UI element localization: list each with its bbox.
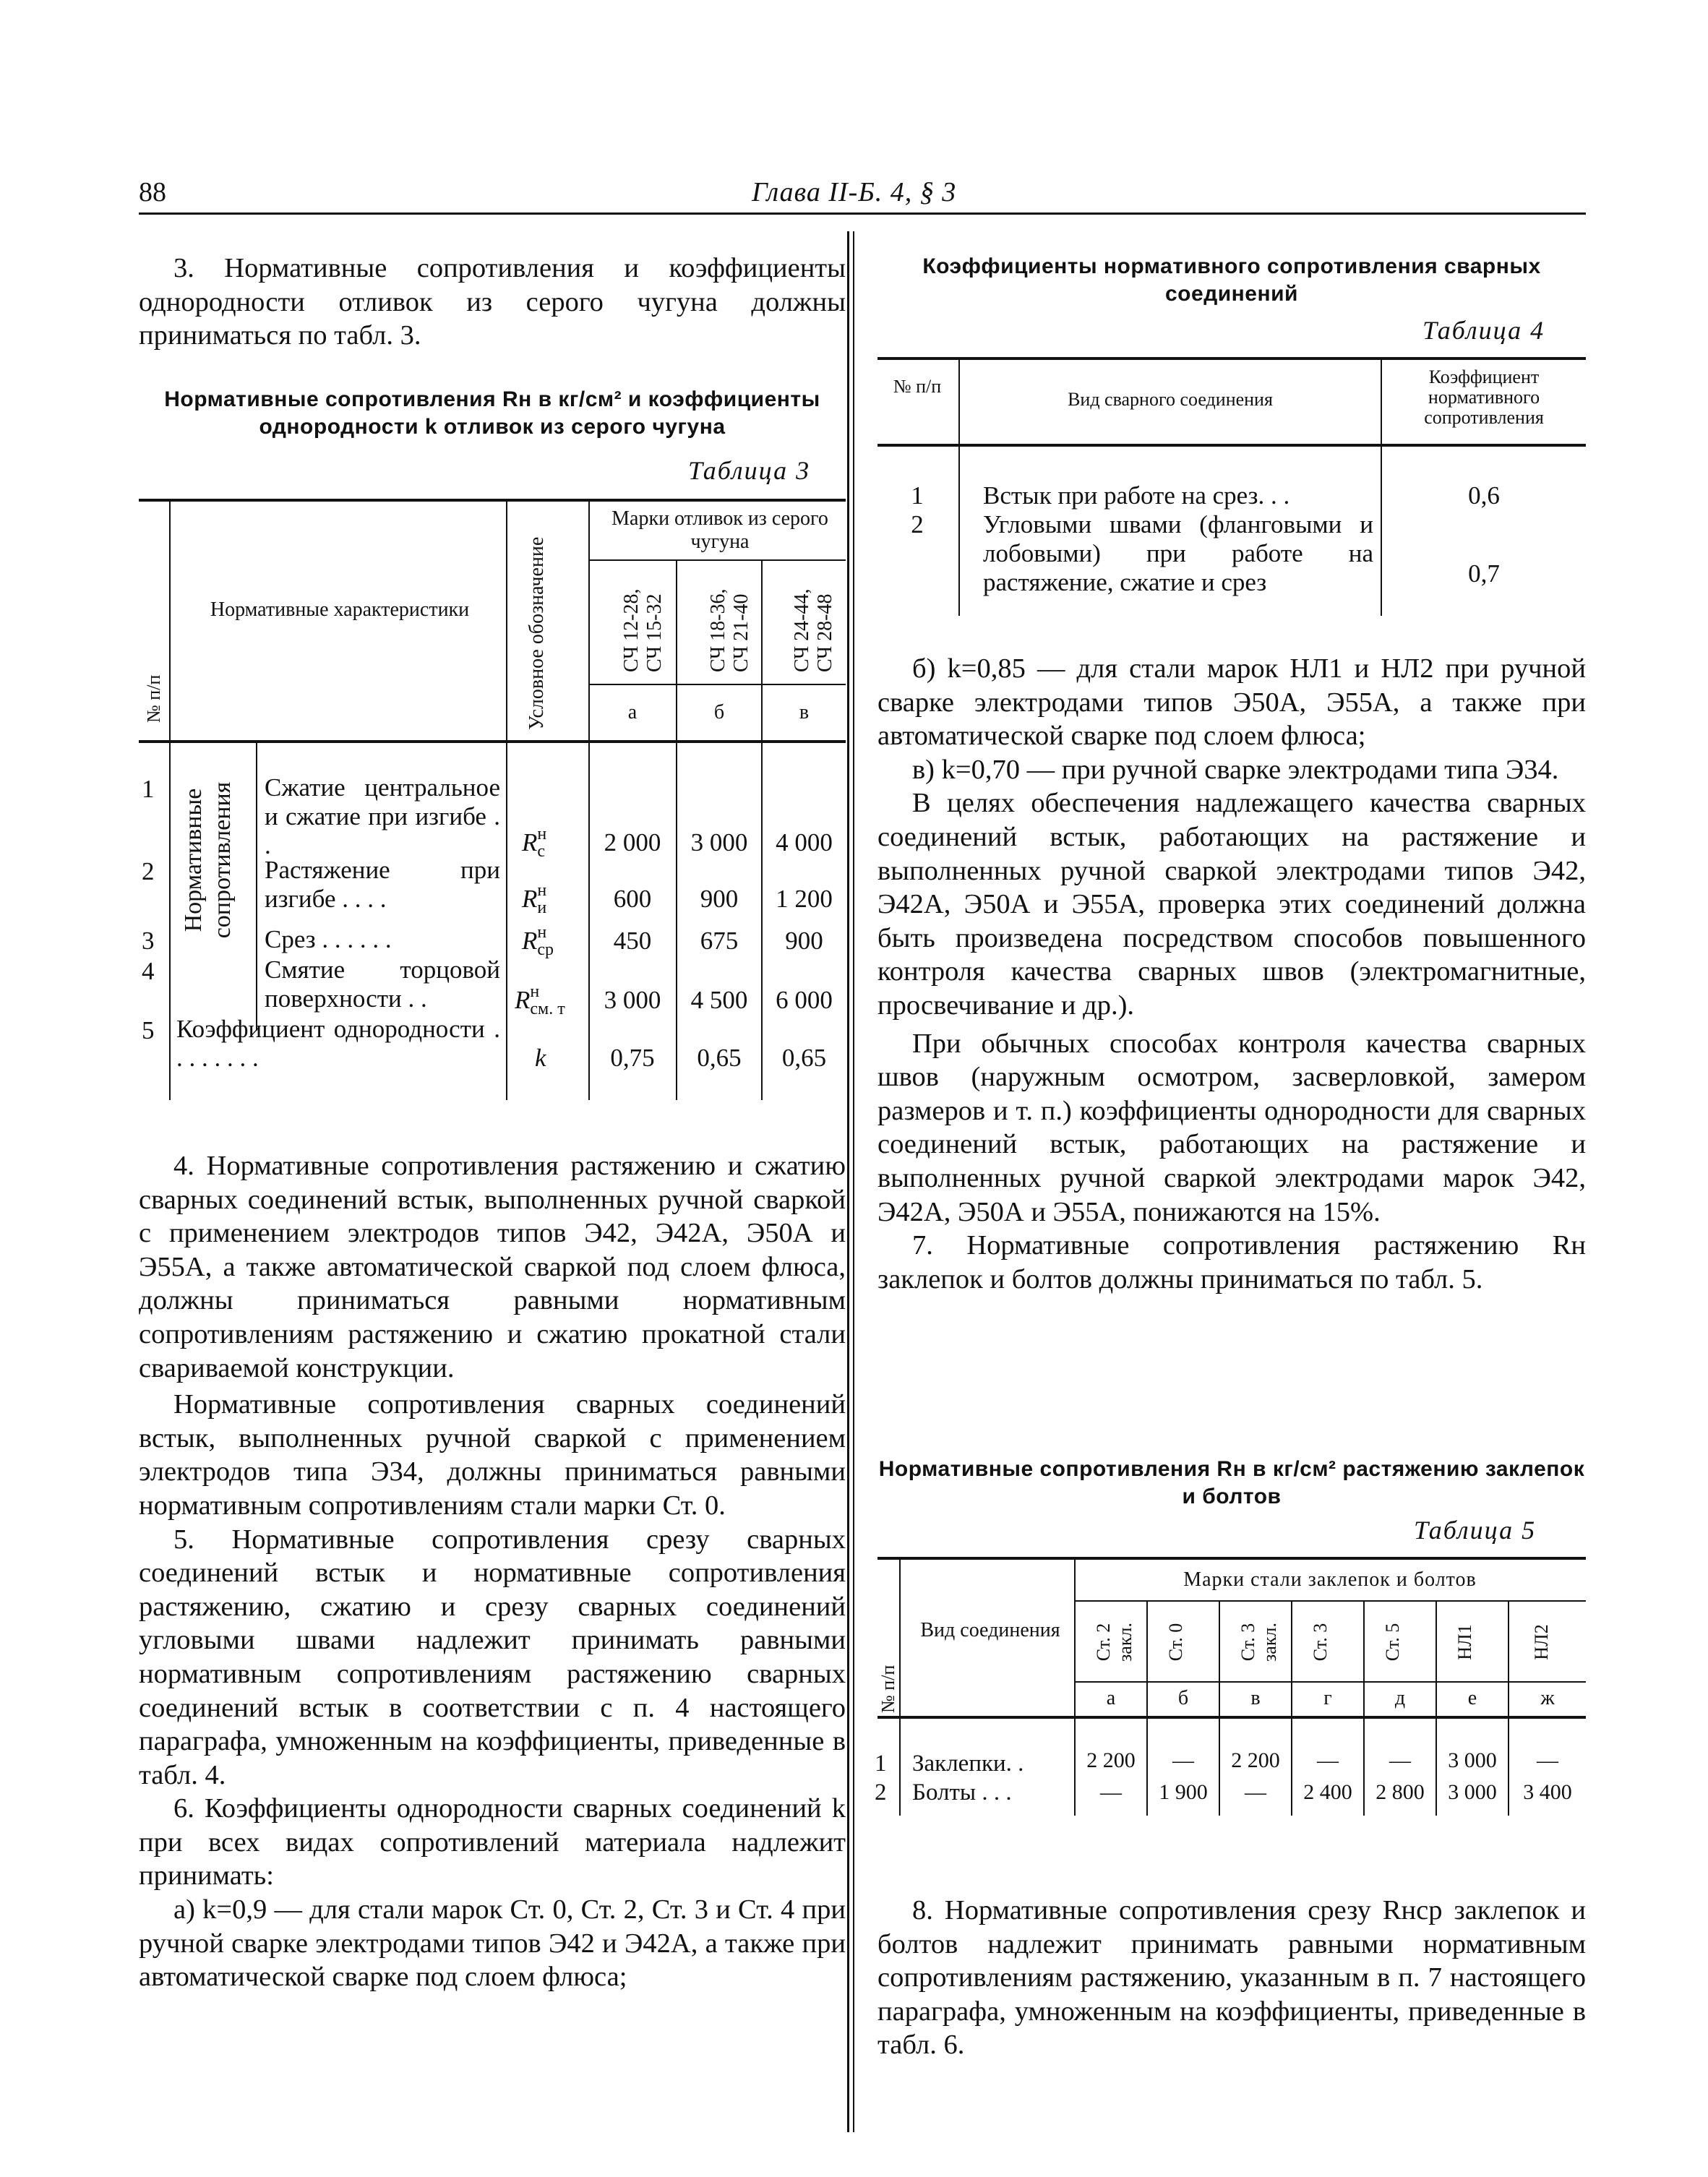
t3-cell: 900 bbox=[785, 927, 823, 955]
t4-row-val: 0,7 bbox=[1468, 559, 1500, 588]
t5-cell: 2 200 bbox=[1231, 1748, 1280, 1772]
t5-cell: 3 000 bbox=[1448, 1780, 1497, 1804]
header-rule bbox=[139, 212, 1586, 215]
t3-header-b: б bbox=[713, 701, 725, 723]
table-3-title: Нормативные сопротивления Rн в кг/см² и коэффициенты однородности k отливок из серого чугуна bbox=[164, 387, 820, 439]
t3-symbol: k bbox=[535, 1044, 546, 1072]
t5-col-letter: б bbox=[1177, 1687, 1189, 1709]
paragraph-5: 5. Нормативные сопротивления срезу сварных соединений встык и нормативные сопротивления растяжению, сжатию и срезу сварных соединений угловыми швами надлежит принимать равными нормативным сопротивлениям растяжению сварных соединений встык в соответствии с п. 4 настоящего параграфа, умноженным на коэффициенты, приведенные в табл. 4. bbox=[139, 1524, 846, 1790]
paragraph-quality-1: В целях обеспечения надлежащего качества сварных соединений встык, работающих на растяжение и выполненных ручной сваркой электродами типов Э42, Э42А, Э50А и Э55А, проверка этих соединений должна быть произведена посредством способов повышенного контроля качества сварных швов (электромагнитные, просвечивание и др.). bbox=[877, 788, 1586, 1021]
t5-cell: 3 000 bbox=[1448, 1748, 1497, 1772]
paragraph-6a: а) k=0,9 — для стали марок Ст. 0, Ст. 2, Ст. 3 и Ст. 4 при ручной сварке электродами типов Э42 и Э42А, а также при автоматической сварке под слоем флюса; bbox=[139, 1894, 846, 1993]
t5-cell: — bbox=[1537, 1748, 1558, 1772]
t5-col-letter: д bbox=[1394, 1687, 1406, 1709]
page-number: 88 bbox=[139, 177, 166, 207]
t3-cell: 450 bbox=[613, 927, 652, 955]
t4-row-text: Встык при работе на срез. . . bbox=[983, 481, 1290, 510]
t5-col-name: Ст. 2 закл. bbox=[1093, 1623, 1136, 1662]
t5-col-letter: ж bbox=[1540, 1687, 1555, 1709]
t3-group-label: Нормативные сопротивления bbox=[180, 781, 236, 939]
t5-col-letter: а bbox=[1106, 1687, 1116, 1709]
t5-cell: 1 900 bbox=[1159, 1780, 1208, 1804]
paragraph-quality-2: При обычных способах контроля качества сварных швов (наружным осмотром, засверловкой, замером размеров и т. п.) коэффициенты однородности для сварных соединений встык, работающих на растяжение и выполненных ручной сваркой электродами марок Э42, Э42А, Э50А и Э55А, понижаются на 15%. bbox=[877, 1028, 1586, 1227]
t5-row-name: Заклепки. . bbox=[912, 1751, 1024, 1777]
t3-header-col2: СЧ 18-36, СЧ 21-40 bbox=[707, 588, 752, 672]
paragraph-4a: 4. Нормативные сопротивления растяжению и сжатию сварных соединений встык, выполненных ручной сваркой с применением электродов типов Э42, Э42А, Э50А и Э55А, а также автоматической сваркой под слоем флюса, должны приниматься равными нормативным сопротивлениям растяжению и сжатию прокатной стали свариваемой конструкции. bbox=[139, 1151, 846, 1383]
column-divider bbox=[847, 231, 849, 2132]
t3-cell: 0,65 bbox=[781, 1044, 827, 1072]
t5-header-kind: Вид соединения bbox=[920, 1619, 1060, 1641]
t4-header-kind: Вид сварного соединения bbox=[1068, 389, 1273, 410]
column-divider-2 bbox=[853, 231, 854, 2132]
paragraph-6v: в) k=0,70 — при ручной сварке электродами типа Э34. bbox=[912, 754, 1559, 785]
t3-row-name: Растяжение при изгибе . . . . bbox=[265, 856, 500, 913]
t3-header-symbol: Условное обозначение bbox=[525, 536, 548, 730]
t5-row-num: 2 bbox=[875, 1779, 887, 1805]
t3-cell: 2 000 bbox=[604, 828, 661, 856]
t3-row-num: 1 bbox=[142, 775, 155, 803]
t4-header-num: № п/п bbox=[893, 376, 942, 397]
t3-cell: 0,75 bbox=[610, 1044, 655, 1072]
t3-row-num: 4 bbox=[142, 957, 155, 985]
t5-row-name: Болты . . . bbox=[912, 1779, 1012, 1805]
t3-symbol: R н $_и$ bbox=[522, 881, 547, 917]
t4-header-coef: Коэффициент нормативного сопротивления bbox=[1424, 366, 1544, 428]
paragraph-3: 3. Нормативные сопротивления и коэффициенты однородности отливок из серого чугуна должны приниматься по табл. 3. bbox=[139, 253, 846, 351]
t5-col-name: НЛ1 bbox=[1454, 1624, 1475, 1660]
t3-cell: 900 bbox=[700, 885, 739, 913]
t5-cell: 2 200 bbox=[1086, 1748, 1136, 1772]
t3-header-col1: СЧ 12-28, СЧ 15-32 bbox=[620, 588, 666, 672]
t3-symbol: R н $_{см. т}$ bbox=[515, 982, 565, 1018]
table-4-title: Коэффициенты нормативного сопротивления сварных соединений bbox=[922, 254, 1541, 306]
t3-cell: 4 000 bbox=[776, 828, 833, 856]
t3-row-num: 3 bbox=[142, 927, 155, 955]
table-5-title: Нормативные сопротивления Rн в кг/см² растяжению заклепок и болтов bbox=[878, 1457, 1585, 1508]
t5-col-letter: е bbox=[1467, 1687, 1477, 1709]
t3-header-group: Марки отливок из серого чугуна bbox=[611, 507, 828, 553]
t3-cell: 0,65 bbox=[697, 1044, 742, 1072]
t3-header-a: а bbox=[627, 701, 638, 723]
t3-cell: 1 200 bbox=[776, 885, 833, 913]
paragraph-7: 7. Нормативные сопротивления растяжению Rн заклепок и болтов должны приниматься по табл. 5. bbox=[877, 1230, 1586, 1294]
t5-col-letter: г bbox=[1323, 1687, 1332, 1709]
table-5-label: Таблица 5 bbox=[1414, 1516, 1537, 1545]
paragraph-6: 6. Коэффициенты однородности сварных соединений k при всех видах сопротивлений материала надлежит принимать: bbox=[139, 1793, 846, 1892]
t3-cell: 675 bbox=[700, 927, 739, 955]
t5-header-group: Марки стали заклепок и болтов bbox=[1183, 1568, 1477, 1591]
t5-cell: — bbox=[1245, 1780, 1266, 1804]
left-body-text bbox=[139, 1149, 846, 1994]
t5-cell: 2 400 bbox=[1303, 1780, 1352, 1804]
t5-cell: — bbox=[1172, 1748, 1194, 1772]
t3-row-name: Смятие торцовой поверхности . . bbox=[265, 956, 500, 1013]
t5-col-name: Ст. 3 закл. bbox=[1237, 1623, 1280, 1662]
t3-symbol: R н $_{ср}$ bbox=[522, 923, 554, 959]
t5-col-name: НЛ2 bbox=[1531, 1624, 1552, 1660]
t3-cell: 3 000 bbox=[690, 828, 748, 856]
t3-cell: 600 bbox=[613, 885, 652, 913]
t3-row-name: Коэффициент однородности . . . . . . . . bbox=[176, 1015, 500, 1072]
t5-cell: — bbox=[1317, 1748, 1339, 1772]
t5-cell: — bbox=[1389, 1748, 1411, 1772]
t5-cell: 2 800 bbox=[1376, 1780, 1425, 1804]
t5-col-name: Ст. 5 bbox=[1382, 1623, 1403, 1662]
table-4-label: Таблица 4 bbox=[1422, 316, 1545, 345]
t3-row-num: 5 bbox=[142, 1016, 155, 1044]
t4-row-text: Угловыми швами (фланговыми и лобовыми) при работе на растяжение, сжатие и срез bbox=[983, 510, 1373, 596]
paragraph-6b: б) k=0,85 — для стали марок НЛ1 и НЛ2 при ручной сварке электродами типов Э50А, Э55А, а также при автоматической сварке под слоем флюса; bbox=[877, 653, 1586, 752]
t5-col-name: Ст. 0 bbox=[1165, 1623, 1186, 1662]
t3-header-c: в bbox=[799, 701, 810, 723]
t4-row-val: 0,6 bbox=[1468, 481, 1500, 510]
t3-header-characteristics: Нормативные характеристики bbox=[210, 598, 470, 621]
t3-cell: 6 000 bbox=[776, 986, 833, 1014]
t5-cell: 3 400 bbox=[1523, 1780, 1572, 1804]
t5-row-num: 1 bbox=[875, 1751, 887, 1777]
paragraph-4b: Нормативные сопротивления сварных соединений встык, выполненных ручной сваркой с применением электродов типа Э34, должны приниматься равными нормативным сопротивлениям стали марки Ст. 0. bbox=[139, 1389, 846, 1521]
t5-col-letter: в bbox=[1250, 1687, 1261, 1709]
t5-col-name: Ст. 3 bbox=[1310, 1623, 1331, 1662]
t4-row-num: 1 bbox=[911, 481, 924, 510]
t5-header-num: № п/п bbox=[877, 1665, 898, 1713]
paragraph-8: 8. Нормативные сопротивления срезу Rнср заклепок и болтов надлежит принимать равными нормативным сопротивлениям растяжению, указанным в п. 7 настоящего параграфа, умноженным на коэффициенты, приведенные в табл. 6. bbox=[877, 1895, 1586, 2061]
t3-row-name: Срез . . . . . . bbox=[265, 925, 392, 953]
t3-cell: 3 000 bbox=[604, 986, 661, 1014]
t4-row-num: 2 bbox=[911, 510, 924, 538]
t3-symbol: R н $_с$ bbox=[522, 825, 547, 861]
running-header: Глава II-Б. 4, § 3 bbox=[752, 177, 957, 207]
t5-cell: — bbox=[1100, 1780, 1122, 1804]
t3-cell: 4 500 bbox=[690, 986, 748, 1014]
t3-row-name: Сжатие центральное и сжатие при изгибе . . bbox=[265, 773, 500, 859]
t3-row-num: 2 bbox=[142, 857, 155, 885]
t3-header-num: № п/п bbox=[143, 674, 164, 723]
table-3-label: Таблица 3 bbox=[688, 456, 811, 485]
t3-header-col3: СЧ 24-44, СЧ 28-48 bbox=[791, 588, 836, 672]
right-body-text bbox=[877, 652, 1586, 1296]
